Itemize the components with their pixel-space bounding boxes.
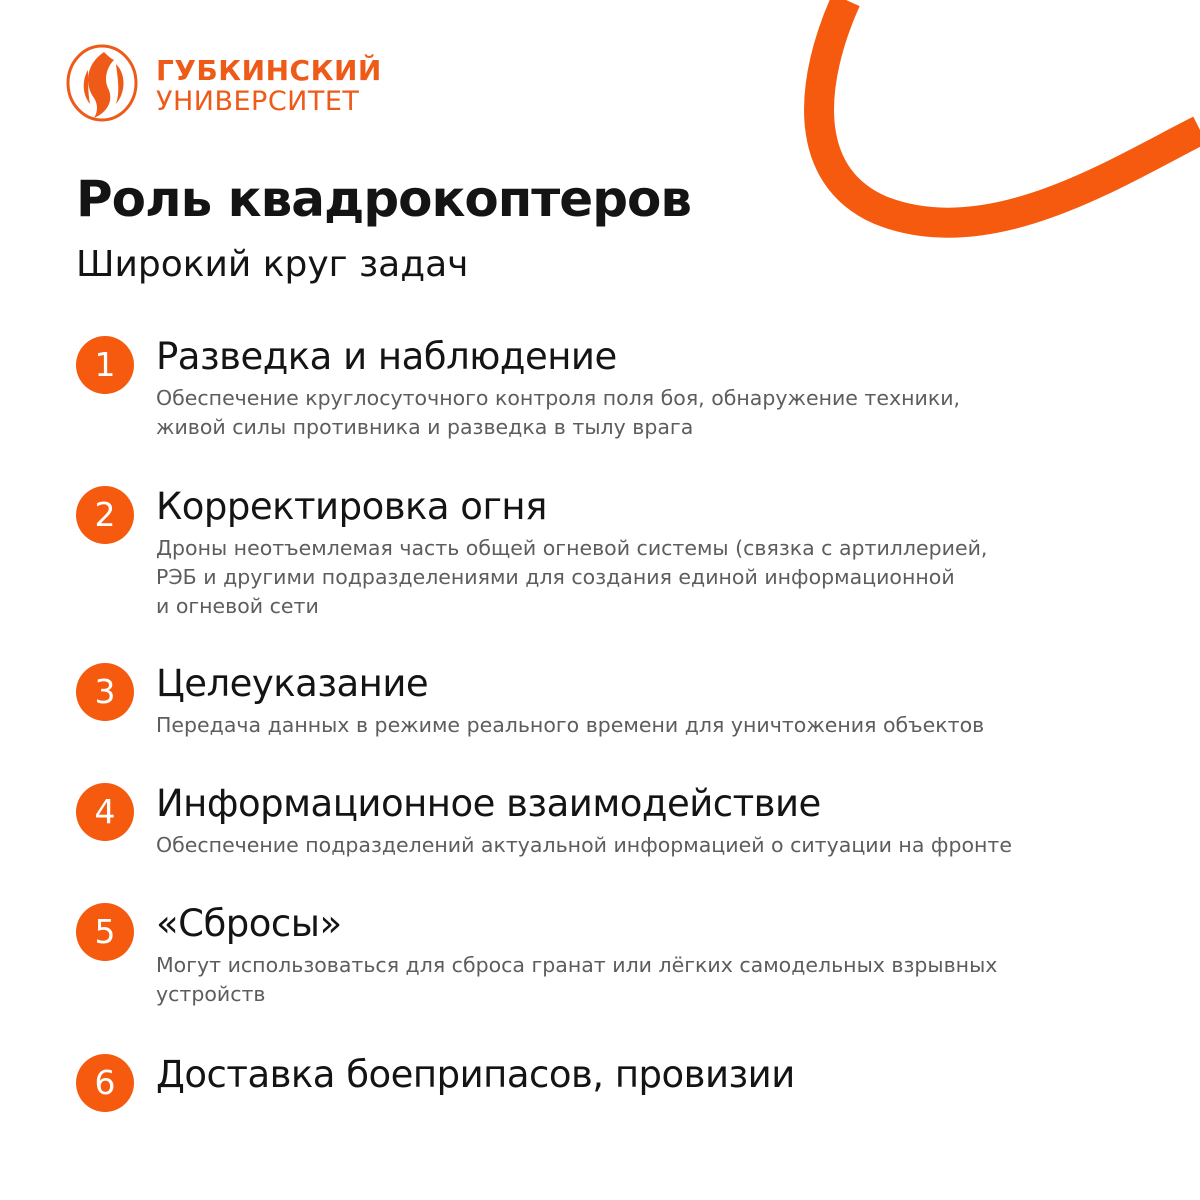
number-badge: 2 — [76, 486, 134, 544]
number-badge: 4 — [76, 783, 134, 841]
item-description-line: РЭБ и другими подразделениями для создания единой информационной — [156, 565, 955, 589]
item-title: Корректировка огня — [156, 485, 547, 528]
item-description — [156, 711, 1156, 740]
item-description-line: Могут использоваться для сброса гранат или лёгких самодельных взрывных — [156, 953, 998, 977]
item-title: Целеуказание — [156, 662, 429, 705]
item-title: «Сбросы» — [156, 902, 342, 945]
item-title: Разведка и наблюдение — [156, 335, 617, 378]
logo-text-line2: УНИВЕРСИТЕТ — [156, 86, 360, 117]
item-title: Доставка боеприпасов, провизии — [156, 1053, 795, 1096]
number-badge: 6 — [76, 1054, 134, 1112]
item-description — [156, 384, 1156, 442]
item-description-line: живой силы противника и разведка в тылу врага — [156, 415, 694, 439]
page-title: Роль квадрокоптеров — [76, 170, 691, 228]
item-description-line: Дроны неотъемлемая часть общей огневой системы (связка с артиллерией, — [156, 536, 988, 560]
item-description — [156, 951, 1156, 1009]
page-subtitle: Широкий круг задач — [76, 244, 469, 285]
item-description-line: и огневой сети — [156, 594, 319, 618]
item-description-line: устройств — [156, 982, 266, 1006]
item-description — [156, 534, 1156, 621]
item-description — [156, 831, 1156, 860]
item-description-line: Обеспечение подразделений актуальной информацией о ситуации на фронте — [156, 833, 1012, 857]
number-badge: 1 — [76, 336, 134, 394]
number-badge: 5 — [76, 903, 134, 961]
logo-text-line1: ГУБКИНСКИЙ — [156, 54, 382, 87]
item-title: Информационное взаимодействие — [156, 782, 821, 825]
university-logo — [64, 42, 384, 126]
flame-emblem-icon — [64, 42, 140, 124]
item-description-line: Обеспечение круглосуточного контроля поля боя, обнаружение техники, — [156, 386, 961, 410]
number-badge: 3 — [76, 663, 134, 721]
item-description-line: Передача данных в режиме реального времени для уничтожения объектов — [156, 713, 985, 737]
